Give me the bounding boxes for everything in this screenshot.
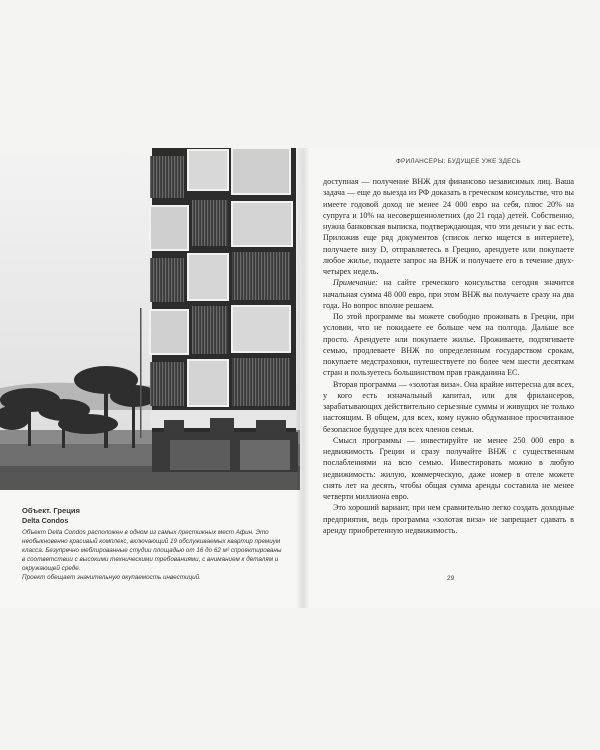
paragraph-1: доступная — получение ВНЖ для финансово независимых лиц. Ваша задача — еще до выезда из РФ доказать в греческом консульстве, что вы имеете годовой доход не менее 24 000 евро на себя, плюс 20% на супруга и 10% на несовершеннолетних (до 21 года) детей. Собственно, нужна банковская выписка, подтверждающая, что эти деньги у вас есть. Приложив еще ряд документов (список легко ищется в интернете), получаете визу D, отправляетесь в Грецию, арендуете или покупаете любое жилье, подаете запрос на ВНЖ и получаете его в течение двух-четырех недель. <box>323 177 574 276</box>
paragraph-3: По этой программе вы можете свободно проживать в Греции, при условии, что не покидаете ее больше чем на полгода. Дальше все просто. Арендуете или покупаете жилье. Проживаете, подтягиваете семью, продлеваете ВНЖ по определенным государством срокам, покупаете медстраховки, путешествуете по более чем шести десяткам стран и пользуетесь большинством прав гражданина ЕС. <box>323 312 574 378</box>
note-text: на сайте греческого консульства сегодня значится начальная сумма 48 000 евро, при этом ВНЖ вы получаете сразу на два года. Но вопрос вполне решаем. <box>323 278 574 310</box>
caption-object-label: Объект. Греция <box>22 506 80 515</box>
paragraph-5: Смысл программы — инвестируйте не менее 250 000 евро в недвижимость Греции и сразу получайте ВНЖ с существенным послаблениями на всю семью. Инвестировать можно в любую недвижимость: жилую, коммерческую, даже номер в отеле можете снять лет на десять, чтобы общая сумма аренды составила не менее четверти миллиона евро. <box>323 435 574 501</box>
photo-caption <box>22 506 284 582</box>
body-text <box>323 176 574 536</box>
book-spread <box>0 148 600 608</box>
paragraph-4: Вторая программа — «золотая виза». Она крайне интересна для всех, у кого есть изначальный капитал, или для фрилансеров, зарабатывающих действительно серьезные суммы и живущих не только настоящим. В общем, для всех, кому нужно обдуманное просчитанное безопасное будущее для всех членов семьи. <box>323 379 574 434</box>
paragraph-6: Это хороший вариант, при нем сравнительно легко создать доходные предприятия, ведь программа «золотая виза» не запрещает сдавать в аренду приобретенную недвижимость. <box>323 503 574 535</box>
building-photo <box>0 148 300 490</box>
caption-object-name: Delta Condos <box>22 516 69 525</box>
caption-description: Объект Delta Condos расположен в одном из самых престижных мест Афин. Это необыкновенно красивый комплекс, включающий 19 обслуживаемых квартир премиум класса. Безупречно меблированные студии площадью от 16 до 62 м² спроектированы в соответствии с высокими техническими требованиями, с вниманием к деталям и окружающей среде. <box>22 529 282 572</box>
note-label: Примечание: <box>333 278 378 288</box>
page-number: 29 <box>447 575 455 582</box>
running-head: ФРИЛАНСЕРЫ: БУДУЩЕЕ УЖЕ ЗДЕСЬ <box>396 158 521 165</box>
book-gutter <box>296 148 310 608</box>
paragraph-2 <box>323 277 574 311</box>
caption-note: Проект обещает значительную окупаемость инвестиций. <box>22 574 201 581</box>
